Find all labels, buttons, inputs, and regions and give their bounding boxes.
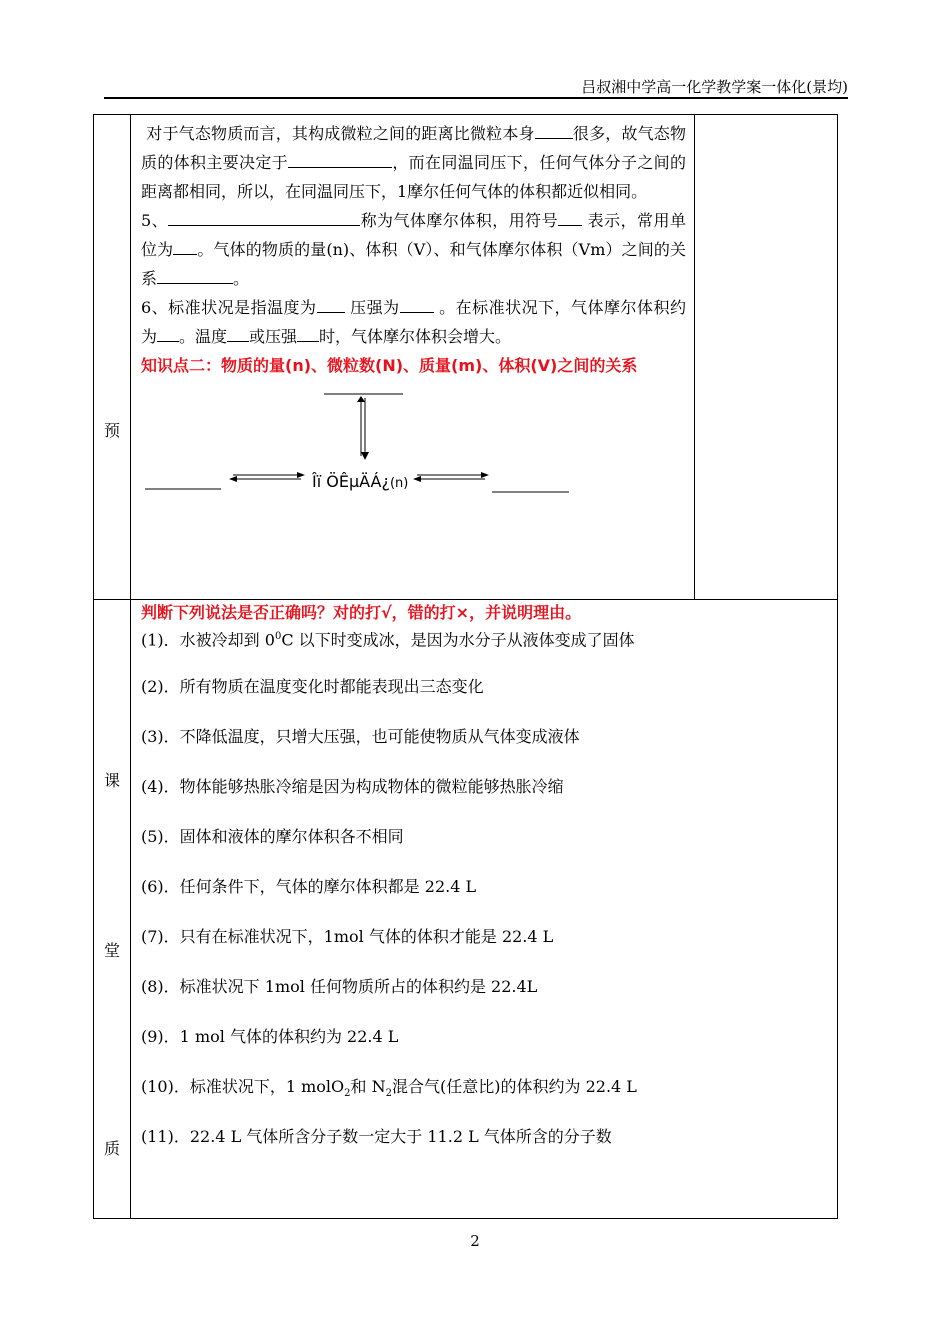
paragraph-6: 6、标准状况是指温度为 压强为 。在标准状况下，气体摩尔体积约为 。温度 或压强 时，气体摩尔体积会增大。 xyxy=(141,293,686,351)
blank[interactable] xyxy=(558,207,582,226)
blank[interactable] xyxy=(227,323,249,342)
preview-content xyxy=(131,115,694,506)
exercise-item: (4)．物体能够热胀冷缩是因为构成物体的微粒能够热胀冷缩 xyxy=(141,777,564,796)
preview-label-cell xyxy=(94,115,131,600)
blank[interactable] xyxy=(297,323,319,342)
exercise-item: (5)．固体和液体的摩尔体积各不相同 xyxy=(141,827,404,846)
blank[interactable] xyxy=(157,323,179,342)
classroom-label-2: 堂 xyxy=(103,941,120,960)
page-header: 吕叔湘中学高一化学教学案一体化(景均) xyxy=(581,78,848,96)
knowledge-point-title: 知识点二：物质的量(n)、微粒数(N)、质量(m)、体积(V)之间的关系 xyxy=(141,356,638,375)
blank[interactable] xyxy=(317,294,345,313)
preview-content-cell xyxy=(131,115,695,600)
blank[interactable] xyxy=(288,149,392,168)
paragraph-4: 对于气态物质而言，其构成微粒之间的距离比微粒本身 很多，故气态物质的体积主要决定于 ，而在同温同压下，任何气体分子之间的距离都相同，所以，在同温同压下，1摩尔任何气体的体积都近似相同。 xyxy=(141,119,686,206)
exercise-item: (6)．任何条件下，气体的摩尔体积都是 22.4 L xyxy=(141,877,477,896)
blank[interactable] xyxy=(157,265,233,284)
classroom-label-3: 质 xyxy=(103,1139,120,1158)
classroom-content-cell xyxy=(131,600,838,1219)
preview-row xyxy=(94,115,838,600)
relation-arrows xyxy=(141,382,681,506)
classroom-label-cell xyxy=(94,600,131,1219)
blank[interactable] xyxy=(168,207,360,226)
diagram-center-label: Îï ÖÊµÄÁ¿(n) xyxy=(312,472,409,491)
relation-diagram xyxy=(141,382,686,506)
exercise-item: (11)．22.4 L 气体所含分子数一定大于 11.2 L 气体所含的分子数 xyxy=(141,1127,612,1146)
exercise-item: (3)．不降低温度，只增大压强，也可能使物质从气体变成液体 xyxy=(141,727,580,746)
classroom-content xyxy=(131,600,837,1176)
preview-notes-cell xyxy=(695,115,838,600)
classroom-label-1: 课 xyxy=(103,771,120,790)
classroom-row xyxy=(94,600,838,1219)
blank[interactable] xyxy=(400,294,434,313)
exercise-item: (10)．标准状况下，1 molO$_2$和 $N_2$混合气(任意比)的体积约为 22.4 L xyxy=(141,1077,637,1100)
exercise-title: 判断下列说法是否正确吗？对的打√，错的打×，并说明理由。 xyxy=(141,603,582,622)
blank[interactable] xyxy=(535,120,573,139)
page-number: 2 xyxy=(470,1232,480,1250)
blank[interactable] xyxy=(173,236,197,255)
paragraph-5: 5、 称为气体摩尔体积，用符号 表示，常用单位为 。气体的物质的量(n)、体积（V）、和气体摩尔体积（Vm）之间的关系 。 xyxy=(141,206,686,293)
header-rule xyxy=(104,97,848,99)
preview-label: 预 xyxy=(103,421,120,440)
exercise-item: (8)．标准状况下 1mol 任何物质所占的体积约是 22.4L xyxy=(141,977,538,996)
exercise-item: (1)．水被冷却到 $0^0C$ 以下时变成冰，是因为水分子从液体变成了固体 xyxy=(141,630,635,650)
lesson-table xyxy=(93,114,838,1219)
exercise-item: (2)．所有物质在温度变化时都能表现出三态变化 xyxy=(141,677,484,696)
exercise-item: (7)．只有在标准状况下，1mol 气体的体积才能是 22.4 L xyxy=(141,927,554,946)
exercise-item: (9)．1 mol 气体的体积约为 22.4 L xyxy=(141,1027,399,1046)
